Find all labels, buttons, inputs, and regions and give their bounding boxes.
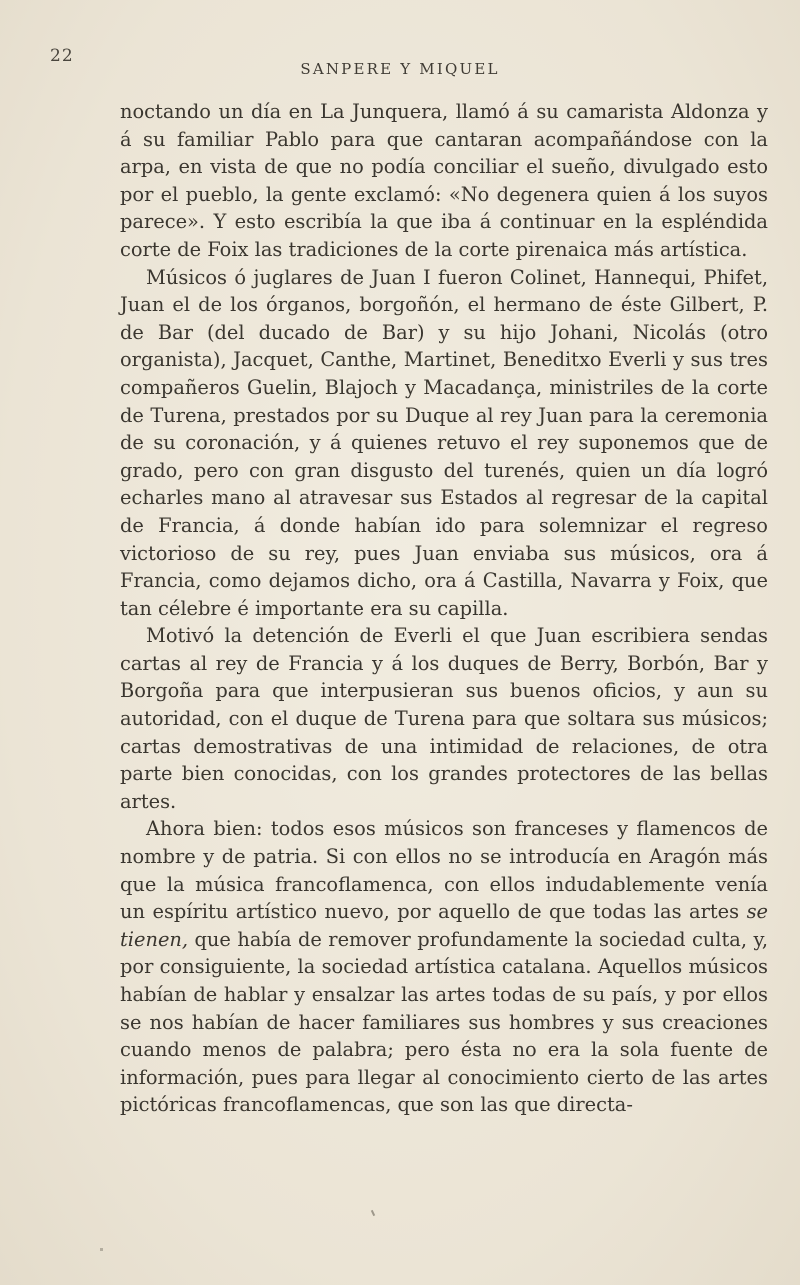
paragraph-2: Músicos ó juglares de Juan I fueron Colinet, Hannequi, Phifet, Juan el de los órganos, borgoñón, el hermano de éste Gilbert, P. de Bar (del ducado de Bar) y su hijo Johani, Nicolás (otro organista), Jacquet, Canthe, Martinet, Beneditxo Everli y sus tres compañeros Guelin, Blajoch y Macadança, ministriles de la corte de Turena, prestados por su Duque al rey Juan para la ceremonia de su coronación, y á quienes retuvo el rey suponemos que de grado, pero con gran disgusto del turenés, quien un día logró echarles mano al atravesar sus Estados al regresar de la capital de Francia, á donde habían ido para solemnizar el regreso victorioso de su rey, pues Juan enviaba sus músicos, ora á Francia, como dejamos dicho, ora á Castilla, Navarra y Foix, que tan célebre é importante era su capilla. [120,265,768,620]
paragraph-3: Motivó la detención de Everli el que Juan escribiera sendas cartas al rey de Francia y á los duques de Berry, Borbón, Bar y Borgoña para que interpusieran sus buenos oficios, y aun su autoridad, con el duque de Turena para que soltara sus músicos; cartas demostrativas de una intimidad de relaciones, de otra parte bien conocidas, con los grandes protectores de las bellas artes. [120,624,768,813]
paper-speck [371,1210,375,1216]
running-head: SANPERE Y MIQUEL [300,60,500,78]
paragraph-4-emphasis: se tienen, [120,900,768,951]
paragraph-4-text-before: Ahora bien: todos esos músicos son franceses y flamencos de nombre y de patria. Si con ellos no se introducía en Aragón más que la música francoflamenca, con ellos indudablemente venía un espíritu artístico nuevo, por aquello de que todas las artes [120,817,768,924]
paragraph-1: noctando un día en La Junquera, llamó á su camarista Aldonza y á su familiar Pablo para que cantaran acompañándose con la arpa, en vista de que no podía conciliar el sueño, divulgado esto por el pueblo, la gente exclamó: «No degenera quien á los suyos parece». Y esto escribía la que iba á continuar en la espléndida corte de Foix las tradiciones de la corte pirenaica más artística. [120,100,768,261]
body-text [120,98,768,1119]
paragraph-4 [120,815,768,1119]
paper-speck [100,1248,103,1251]
paragraph-4-text-after: que había de remover profundamente la sociedad culta, y, por consiguiente, la sociedad artística catalana. Aquellos músicos habían de hablar y ensalzar las artes todas de su país, y por ellos se nos habían de hacer familiares sus hombres y sus creaciones cuando menos de palabra; pero ésta no era la sola fuente de información, pues para llegar al conocimiento cierto de las artes pictóricas francoflamencas, que son las que directa- [120,927,768,1117]
page-number: 22 [50,46,74,66]
